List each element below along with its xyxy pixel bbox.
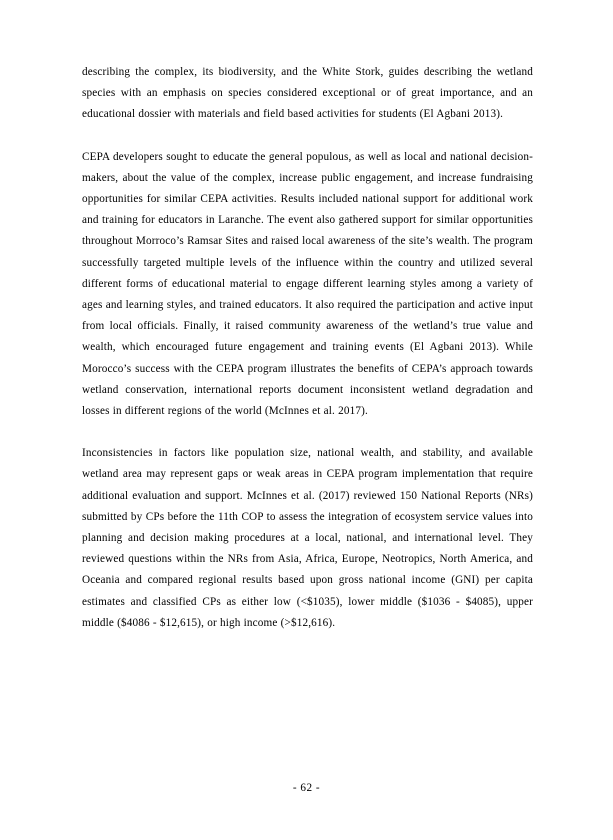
paragraph-2: CEPA developers sought to educate the general populous, as well as local and national decision-makers, about the value of the complex, increase public engagement, and increase fundraising opportunities for similar CEPA activities. Results included national support for additional work and training for educators in Laranche. The event also gathered support for similar opportunities throughout Morroco’s Ramsar Sites and raised local awareness of the site’s wealth. The program successfully targeted multiple levels of the influence within the country and utilized several different forms of educational material to engage different learning styles among a variety of ages and learning styles, and trained educators. It also required the participation and active input from local officials. Finally, it raised community awareness of the wetland’s true value and wealth, which encouraged future engagement and training events (El Agbani 2013). While Morocco’s success with the CEPA program illustrates the benefits of CEPA’s approach towards wetland conservation, international reports document inconsistent wetland degradation and losses in different regions of the world (McInnes et al. 2017).: [82, 150, 533, 418]
paragraph-1: describing the complex, its biodiversity, and the White Stork, guides describing the wetland species with an emphasis on species considered exceptional or of great importance, and an educational dossier with materials and field based activities for students (El Agbani 2013).: [82, 66, 533, 121]
paragraph-3: Inconsistencies in factors like population size, national wealth, and stability, and available wetland area may represent gaps or weak areas in CEPA program implementation that require additional evaluation and support. McInnes et al. (2017) reviewed 150 National Reports (NRs) submitted by CPs before the 11th COP to assess the integration of ecosystem service values into planning and decision making procedures at a local, national, and international level. They reviewed questions within the NRs from Asia, Africa, Europe, Neotropics, North America, and Oceania and compared regional results based upon gross national income (GNI) per capita estimates and classified CPs as either low (<$1035), lower middle ($1036 - $4085), upper middle ($4086 - $12,615), or high income (>$12,616).: [82, 447, 533, 629]
page-number: - 62 -: [292, 782, 321, 794]
